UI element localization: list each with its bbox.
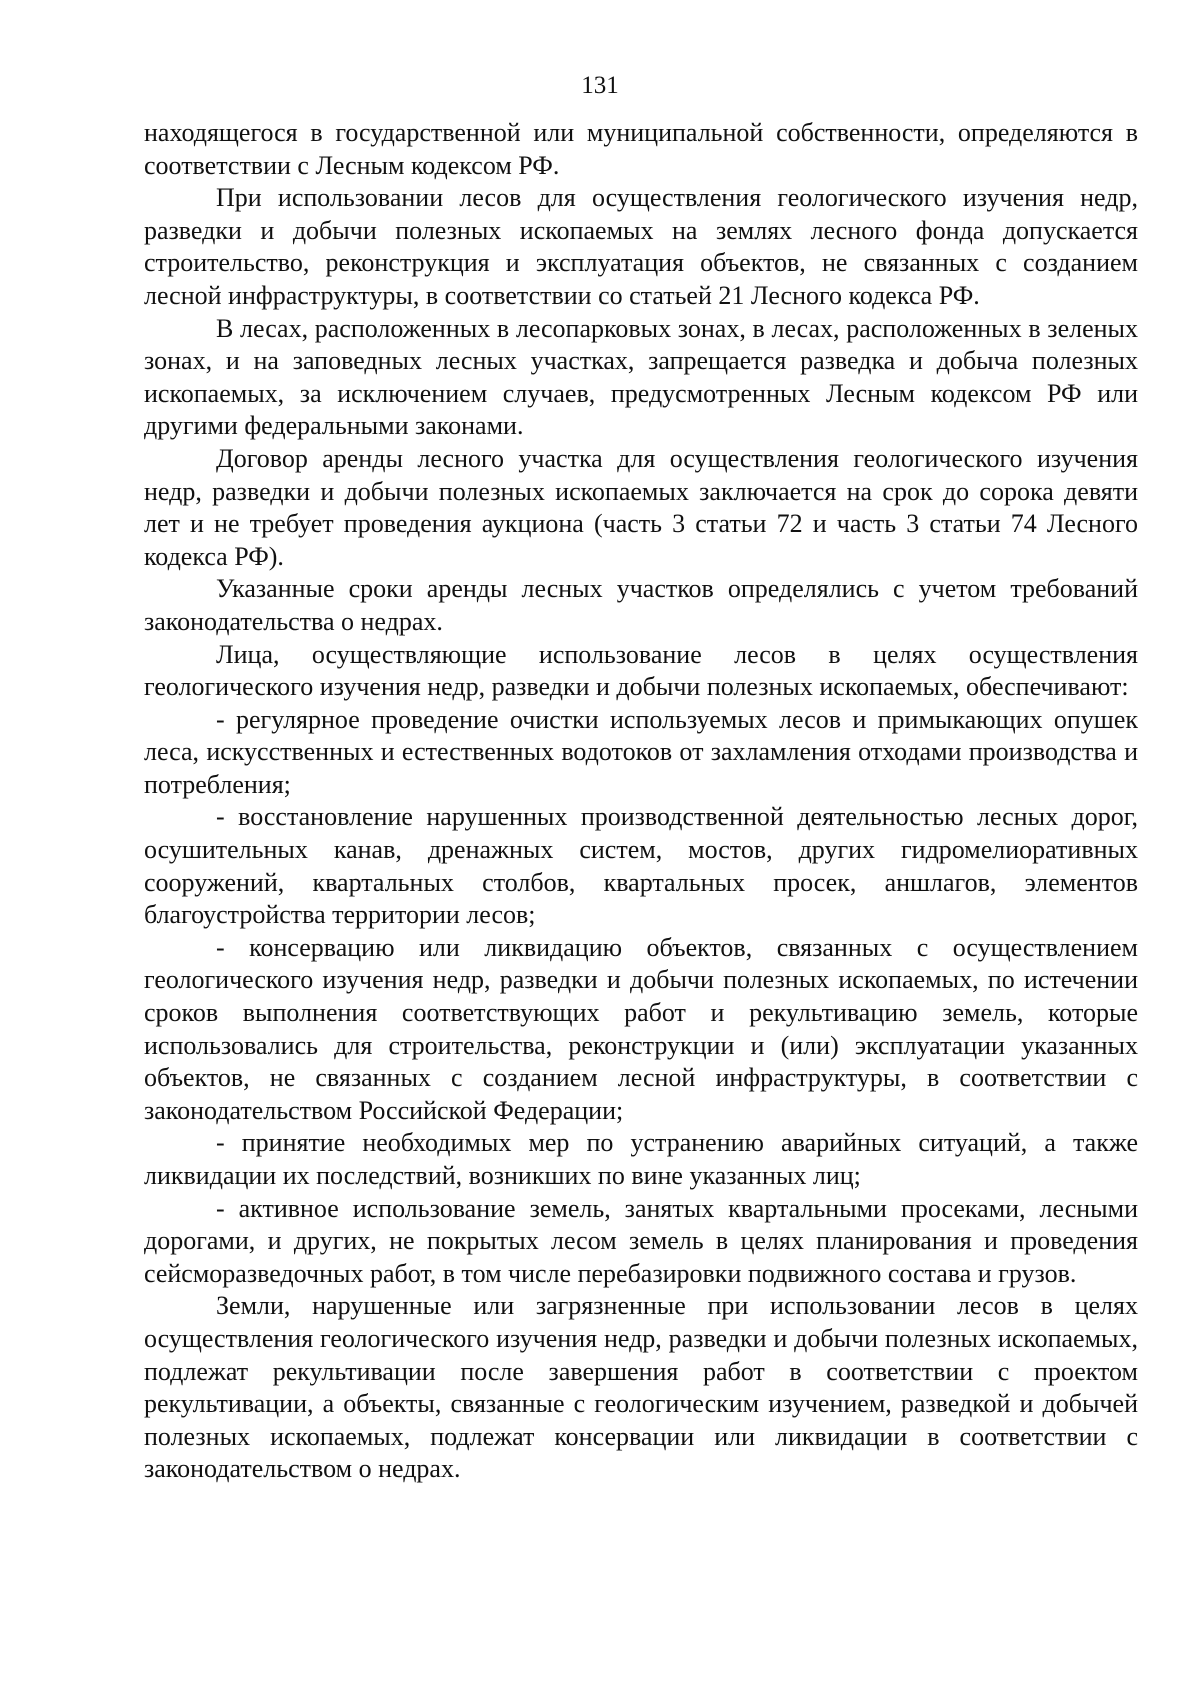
paragraph-protected-zones: В лесах, расположенных в лесопарковых зонах, в лесах, расположенных в зеленых зонах, и на заповедных лесных участках, запрещается разведка и добыча полезных ископаемых, за исключением случаев, предусмотренных Лесным кодексом РФ или другими федеральными законами.: [144, 313, 1138, 441]
paragraph-geological-use: При использовании лесов для осуществления геологического изучения недр, разведки и добычи полезных ископаемых на землях лесного фонда допускается строительство, реконструкция и эксплуатация объектов, не связанных с созданием лесной инфраструктуры, в соответствии со статьей 21 Лесного кодекса РФ.: [144, 183, 1138, 310]
paragraph-lease-agreement: Договор аренды лесного участка для осуществления геологического изучения недр, разведки и добычи полезных ископаемых заключается на срок до сорока девяти лет и не требует проведения аукциона (часть 3 статьи 72 и часть 3 статьи 74 Лесного кодекса РФ).: [144, 443, 1138, 571]
paragraph-recultivation: Земли, нарушенные или загрязненные при использовании лесов в целях осуществления геологического изучения недр, разведки и добычи полезных ископаемых, подлежат рекультивации после завершения работ в соответствии с проектом рекультивации, а объекты, связанные с геологическим изучением, разведкой и добычей полезных ископаемых, подлежат консервации или ликвидации в соответствии с законодательством о недрах.: [144, 1291, 1138, 1484]
paragraph-continuation: находящегося в государственной или муниципальной собственности, определяются в соответствии с Лесным кодексом РФ.: [144, 118, 1138, 180]
list-item-conservation: - консервацию или ликвидацию объектов, связанных с осуществлением геологического изучения недр, разведки и добычи полезных ископаемых, по истечении сроков выполнения соответствующих работ и рекультивацию земель, которые использовались для строительства, реконструкции и (или) эксплуатации указанных объектов, не связанных с созданием лесной инфраструктуры, в соответствии с законодательством Российской Федерации;: [144, 932, 1138, 1125]
paragraph-obligations-intro: Лица, осуществляющие использование лесов в целях осуществления геологического изучения недр, разведки и добычи полезных ископаемых, обеспечивают:: [144, 639, 1138, 702]
paragraph-lease-terms: Указанные сроки аренды лесных участков определялись с учетом требований законодательства о недрах.: [144, 574, 1138, 636]
list-item-cleaning: - регулярное проведение очистки используемых лесов и примыкающих опушек леса, искусственных и естественных водотоков от захламления отходами производства и потребления;: [144, 704, 1138, 799]
list-item-land-use: - активное использование земель, занятых квартальными просеками, лесными дорогами, и других, не покрытых лесом земель в целях планирования и проведения сейсморазведочных работ, в том числе перебазировки подвижного состава и грузов.: [144, 1193, 1138, 1288]
list-item-restoration: - восстановление нарушенных производственной деятельностью лесных дорог, осушительных канав, дренажных систем, мостов, других гидромелиоративных сооружений, квартальных столбов, квартальных просек, аншлагов, элементов благоустройства территории лесов;: [144, 802, 1138, 930]
page-number: 131: [581, 72, 619, 99]
document-body: [144, 117, 1138, 1486]
list-item-emergency: - принятие необходимых мер по устранению аварийных ситуаций, а также ликвидации их последствий, возникших по вине указанных лиц;: [144, 1128, 1138, 1190]
